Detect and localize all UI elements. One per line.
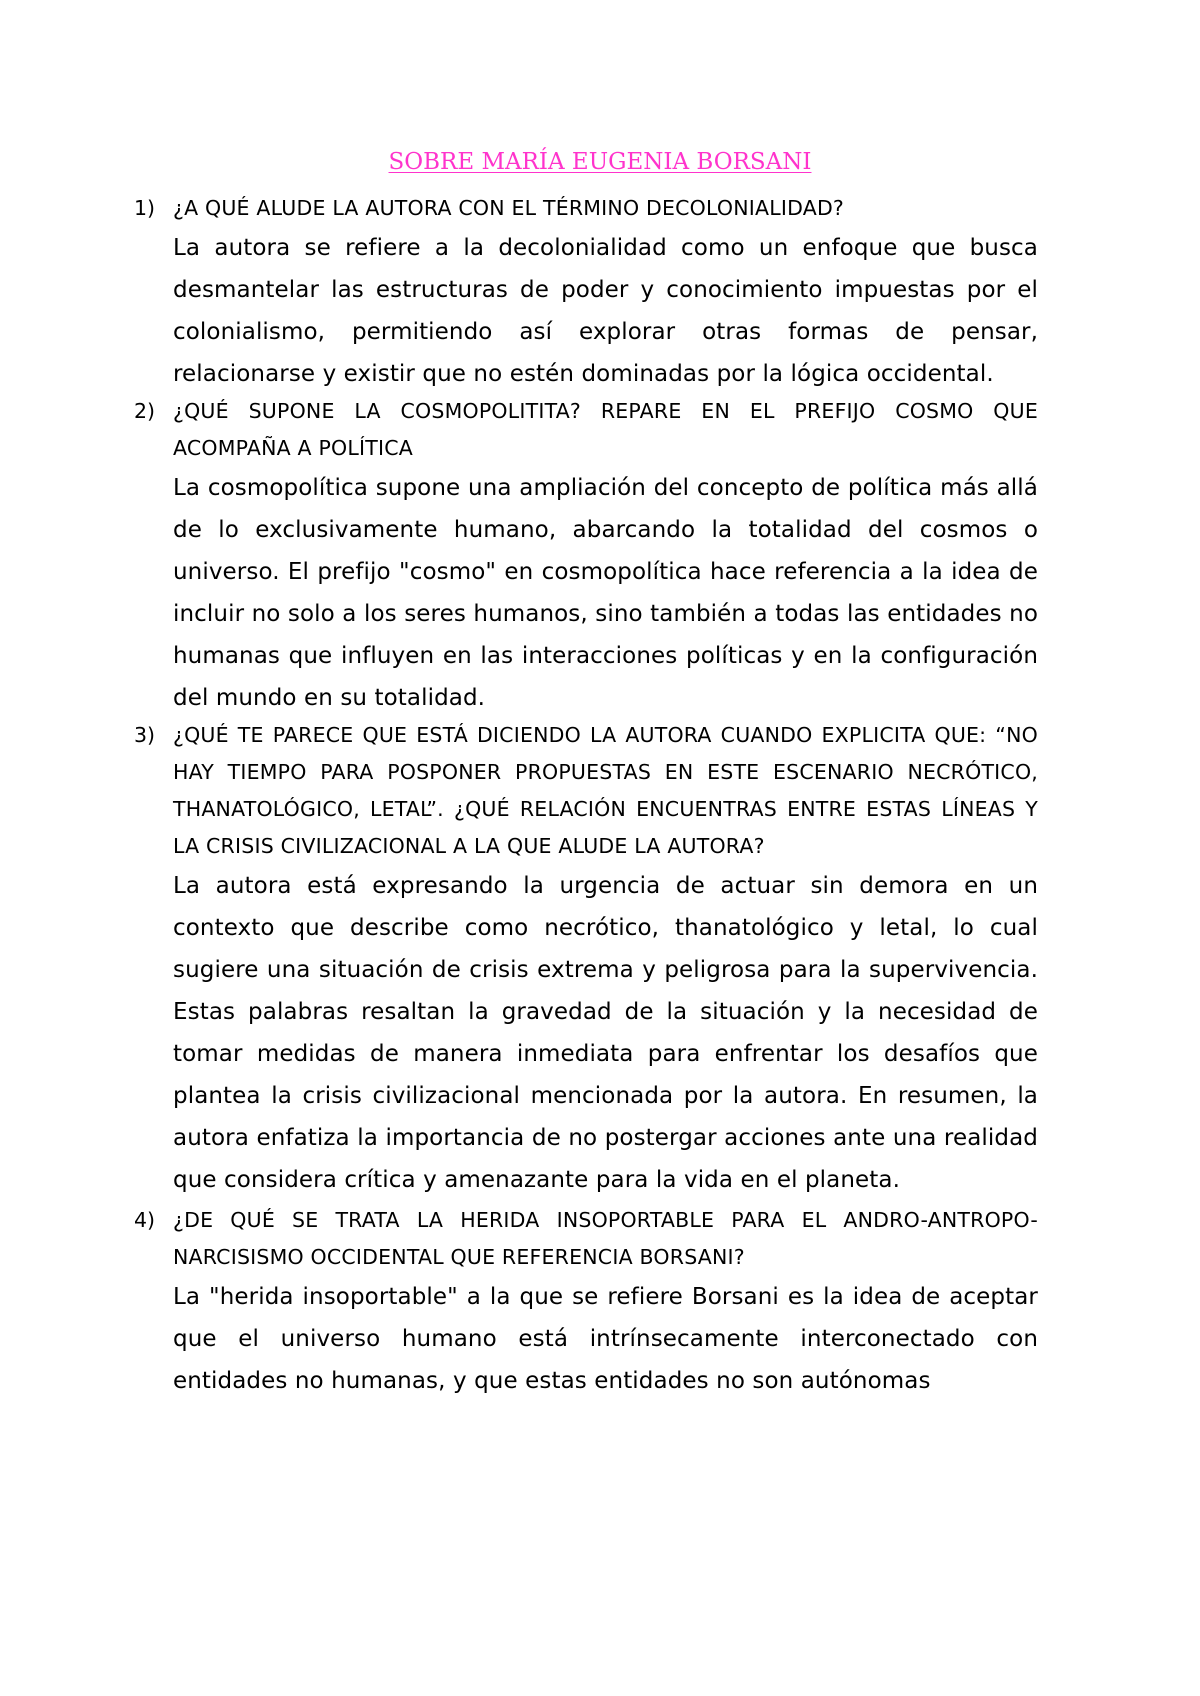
question-text: ¿A QUÉ ALUDE LA AUTORA CON EL TÉRMINO DECOLONIALIDAD? [173,196,845,220]
answer-text: La "herida insoportable" a la que se refiere Borsani es la idea de aceptar que el universo humano está intrínsecamente interconectado con entidades no humanas, y que estas entidades no son autónomas [173,1284,1038,1394]
question-item-2 [134,393,1038,719]
question-number: 1) [134,196,156,220]
question-item-4 [134,1202,1038,1402]
question-text: ¿QUÉ TE PARECE QUE ESTÁ DICIENDO LA AUTORA CUANDO EXPLICITA QUE: “NO HAY TIEMPO PARA POSPONER PROPUESTAS EN ESTE ESCENARIO NECRÓTICO, THANATOLÓGICO, LETAL”. ¿QUÉ RELACIÓN ENCUENTRAS ENTRE ESTAS LÍNEAS Y LA CRISIS CIVILIZACIONAL A LA QUE ALUDE LA AUTORA? [173,723,1038,858]
question-text: ¿QUÉ SUPONE LA COSMOPOLITITA? REPARE EN EL PREFIJO COSMO QUE ACOMPAÑA A POLÍTICA [173,399,1038,460]
document-title: SOBRE MARÍA EUGENIA BORSANI [388,149,812,175]
question-number: 2) [134,399,156,423]
question-item-3 [134,717,1038,1201]
question-number: 4) [134,1208,156,1232]
question-list [134,190,1038,1402]
question-item-1 [134,190,1038,395]
answer-text: La cosmopolítica supone una ampliación del concepto de política más allá de lo exclusivamente humano, abarcando la totalidad del cosmos o universo. El prefijo "cosmo" en cosmopolítica hace referencia a la idea de incluir no solo a los seres humanos, sino también a todas las entidades no humanas que influyen en las interacciones políticas y en la configuración del mundo en su totalidad. [173,475,1038,711]
question-text: ¿DE QUÉ SE TRATA LA HERIDA INSOPORTABLE PARA EL ANDRO-ANTROPO- NARCISISMO OCCIDENTAL QUE REFERENCIA BORSANI? [173,1208,1038,1269]
question-number: 3) [134,723,156,747]
answer-text: La autora está expresando la urgencia de actuar sin demora en un contexto que describe como necrótico, thanatológico y letal, lo cual sugiere una situación de crisis extrema y peligrosa para la supervivencia. Estas palabras resaltan la gravedad de la situación y la necesidad de tomar medidas de manera inmediata para enfrentar los desafíos que plantea la crisis civilizacional mencionada por la autora. En resumen, la autora enfatiza la importancia de no postergar acciones ante una realidad que considera crítica y amenazante para la vida en el planeta. [173,873,1038,1193]
answer-text: La autora se refiere a la decolonialidad como un enfoque que busca desmantelar las estructuras de poder y conocimiento impuestas por el colonialismo, permitiendo así explorar otras formas de pensar, relacionarse y existir que no estén dominadas por la lógica occidental. [173,235,1038,387]
